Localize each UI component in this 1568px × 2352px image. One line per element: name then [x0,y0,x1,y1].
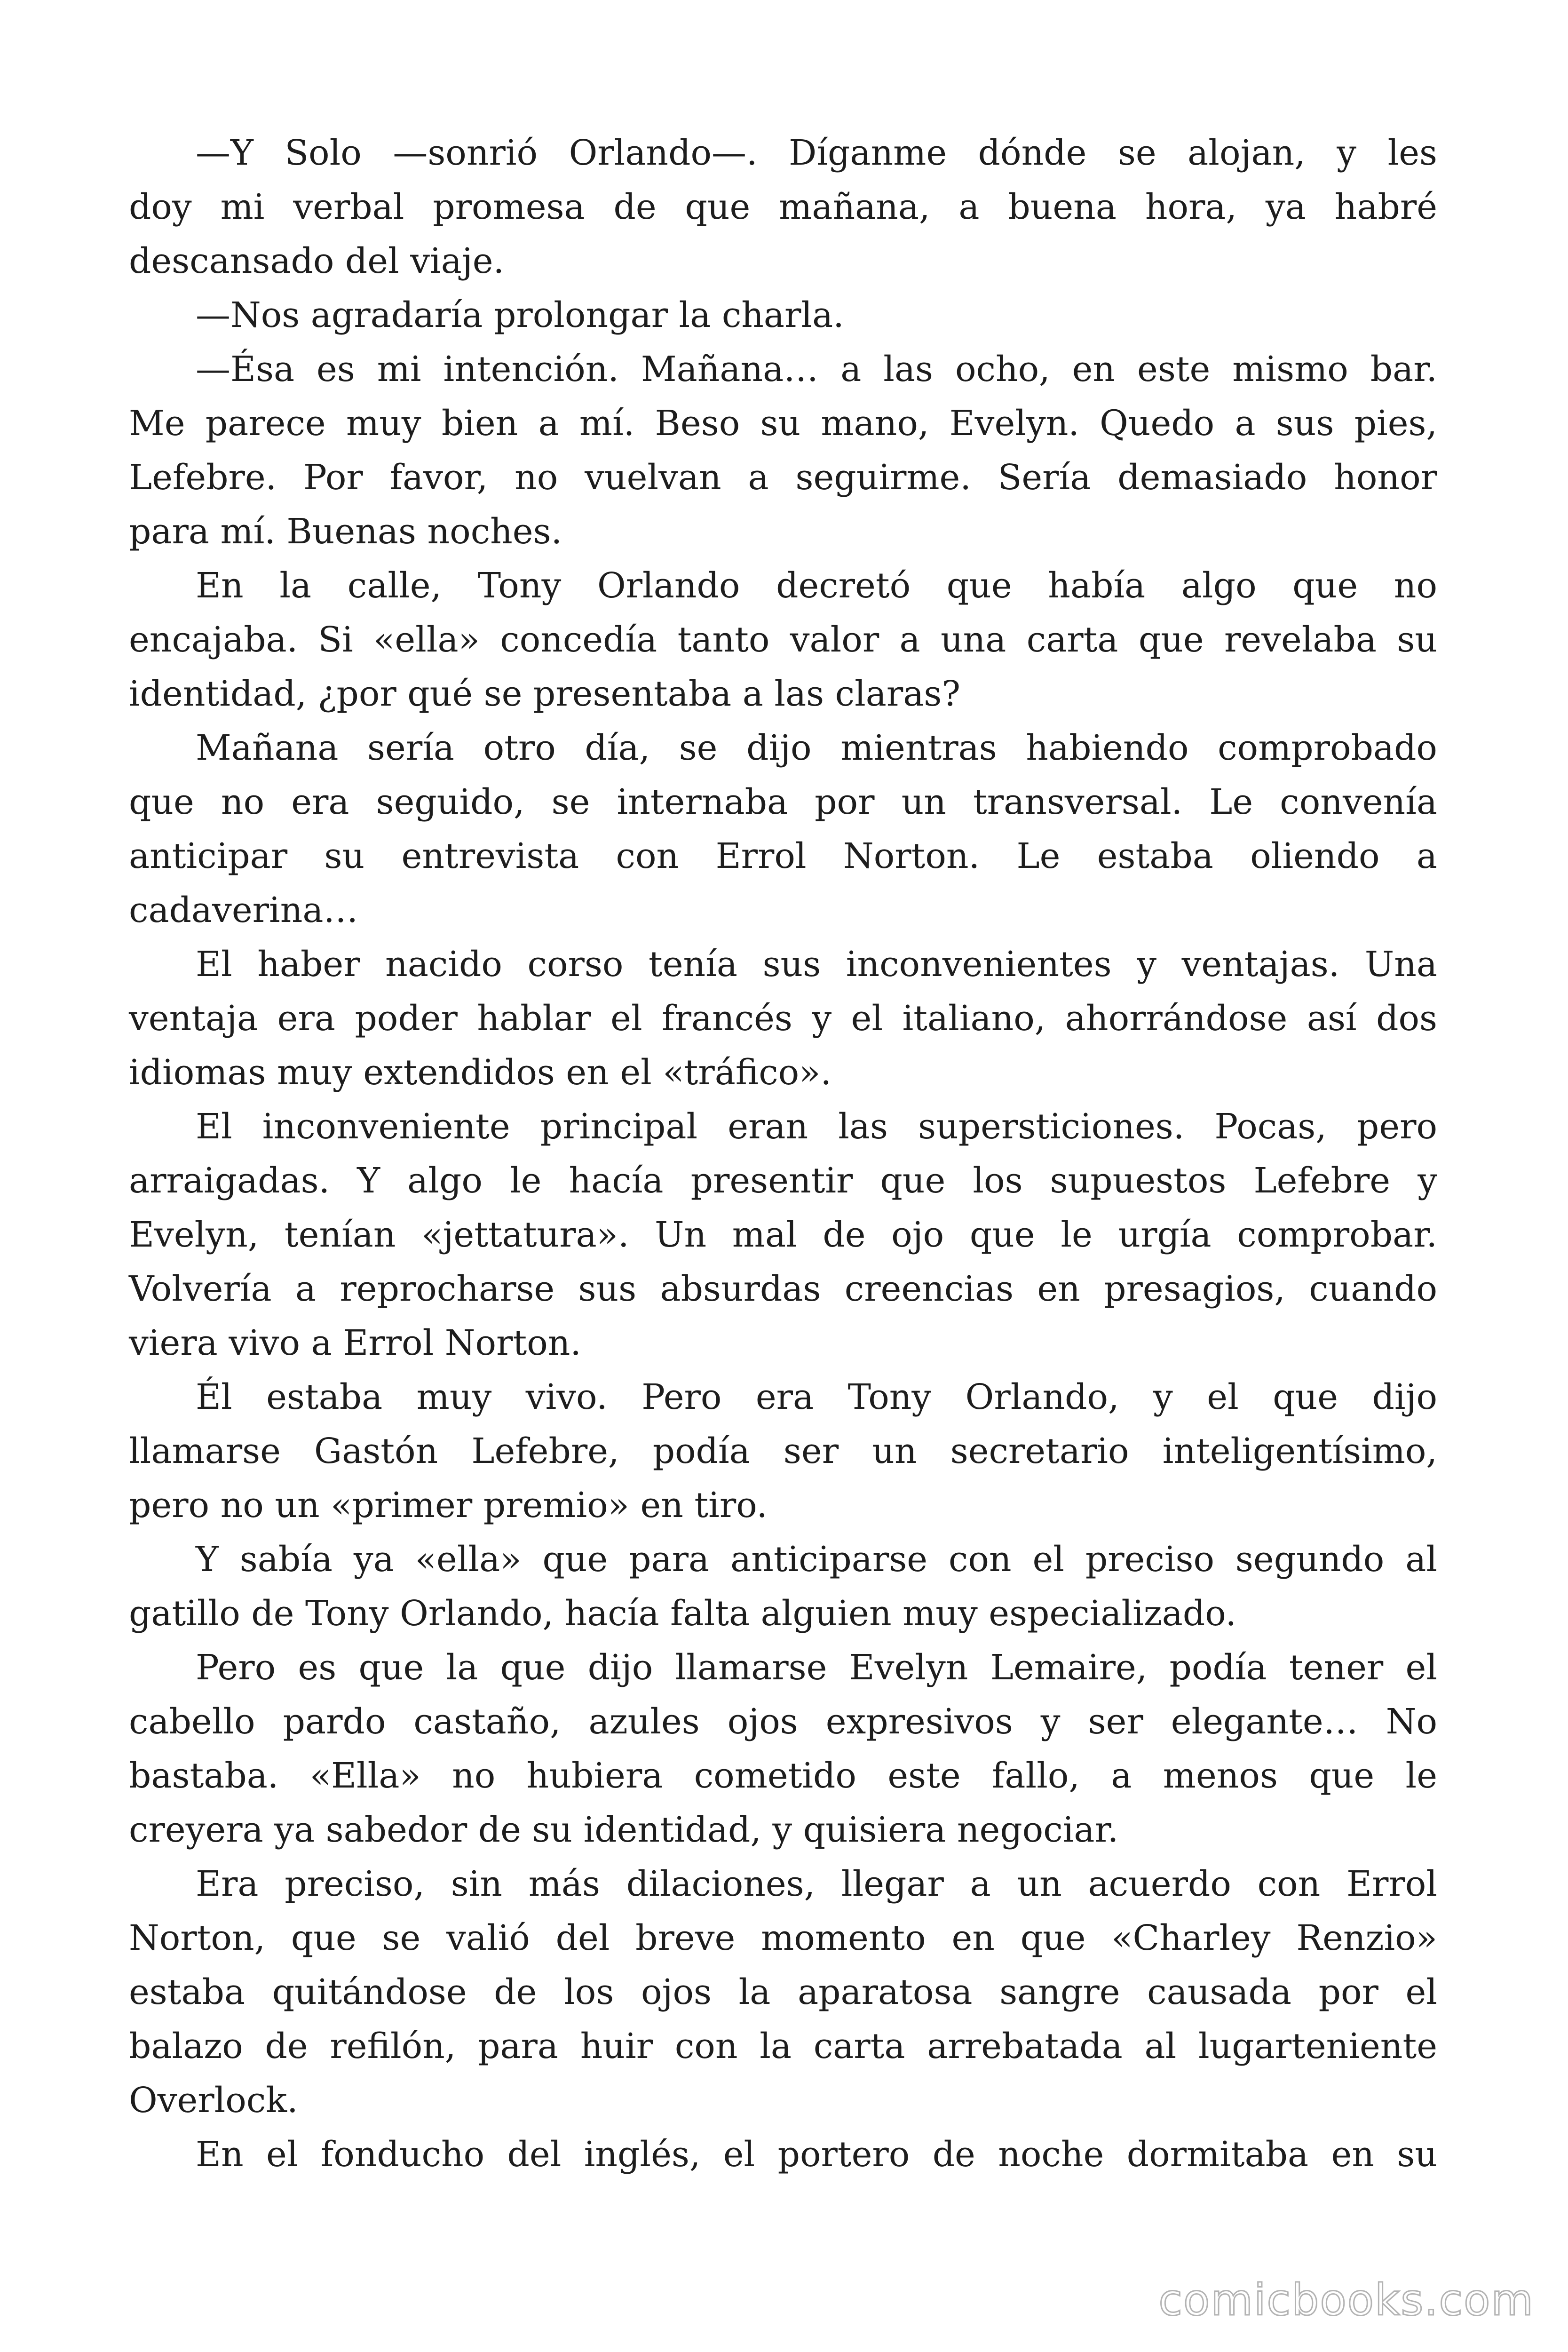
text-line: pero no un «primer premio» en tiro. [129,1485,768,1526]
paragraph [129,1100,1437,1370]
paragraph [129,1857,1437,2128]
text-line: creyera ya sabedor de su identidad, y quisiera negociar. [129,1810,1119,1850]
paragraph [129,126,1437,288]
text-line: Me parece muy bien a mí. Beso su mano, Evelyn. Quedo a sus pies, [129,403,1437,444]
text-line: arraigadas. Y algo le hacía presentir que los supuestos Lefebre y [129,1160,1437,1201]
text-line: Overlock. [129,2080,298,2121]
text-line: —Y Solo —sonrió Orlando—. Díganme dónde se alojan, y les [196,133,1437,173]
paragraph [129,721,1437,938]
text-line: gatillo de Tony Orlando, hacía falta alguien muy especializado. [129,1593,1237,1634]
text-line: llamarse Gastón Lefebre, podía ser un secretario inteligentísimo, [129,1431,1437,1471]
text-line: Pero es que la que dijo llamarse Evelyn Lemaire, podía tener el [196,1647,1437,1688]
body-text [129,126,1437,2182]
text-line: que no era seguido, se internaba por un transversal. Le convenía [129,782,1437,822]
text-line: Mañana sería otro día, se dijo mientras habiendo comprobado [196,728,1437,768]
text-line: Evelyn, tenían «jettatura». Un mal de ojo que le urgía comprobar. [129,1215,1437,1255]
text-line: El haber nacido corso tenía sus inconvenientes y ventajas. Una [196,944,1437,985]
text-line: ventaja era poder hablar el francés y el italiano, ahorrándose así dos [129,998,1437,1039]
text-line: Y sabía ya «ella» que para anticiparse con el preciso segundo al [196,1539,1437,1580]
text-line: En el fonducho del inglés, el portero de noche dormitaba en su [196,2134,1437,2175]
text-line: —Ésa es mi intención. Mañana… a las ocho, en este mismo bar. [196,349,1437,389]
text-line: —Nos agradaría prolongar la charla. [196,295,844,335]
text-line: viera vivo a Errol Norton. [129,1323,581,1363]
text-line: balazo de refilón, para huir con la carta arrebatada al lugarteniente [129,2026,1437,2066]
paragraph [129,1370,1437,1533]
text-line: Lefebre. Por favor, no vuelvan a seguirme. Sería demasiado honor [129,457,1437,498]
text-line: Él estaba muy vivo. Pero era Tony Orlando, y el que dijo [196,1377,1437,1417]
paragraph [129,559,1437,721]
text-line: cadaverina… [129,890,358,930]
paragraph [129,938,1437,1100]
text-line: doy mi verbal promesa de que mañana, a buena hora, ya habré [129,187,1437,227]
text-line: para mí. Buenas noches. [129,511,562,552]
paragraph [129,342,1437,559]
text-line: cabello pardo castaño, azules ojos expresivos y ser elegante… No [129,1701,1437,1742]
text-line: Norton, que se valió del breve momento en que «Charley Renzio» [129,1918,1437,1958]
text-line: descansado del viaje. [129,241,505,281]
text-line: identidad, ¿por qué se presentaba a las claras? [129,674,961,714]
text-line: El inconveniente principal eran las supersticiones. Pocas, pero [196,1106,1437,1147]
text-line: En la calle, Tony Orlando decretó que había algo que no [196,565,1437,606]
watermark: comicbooks.com [1158,2275,1534,2325]
paragraph [129,2128,1437,2182]
text-line: idiomas muy extendidos en el «tráfico». [129,1052,832,1093]
text-line: anticipar su entrevista con Errol Norton. Le estaba oliendo a [129,836,1437,876]
paragraph [129,288,1437,342]
paragraph [129,1641,1437,1857]
text-line: encajaba. Si «ella» concedía tanto valor a una carta que revelaba su [129,620,1437,660]
paragraph [129,1533,1437,1641]
text-line: Volvería a reprocharse sus absurdas creencias en presagios, cuando [129,1269,1437,1309]
text-line: Era preciso, sin más dilaciones, llegar a un acuerdo con Errol [196,1864,1437,1904]
text-line: estaba quitándose de los ojos la aparatosa sangre causada por el [129,1972,1437,2012]
text-line: bastaba. «Ella» no hubiera cometido este fallo, a menos que le [129,1756,1437,1796]
